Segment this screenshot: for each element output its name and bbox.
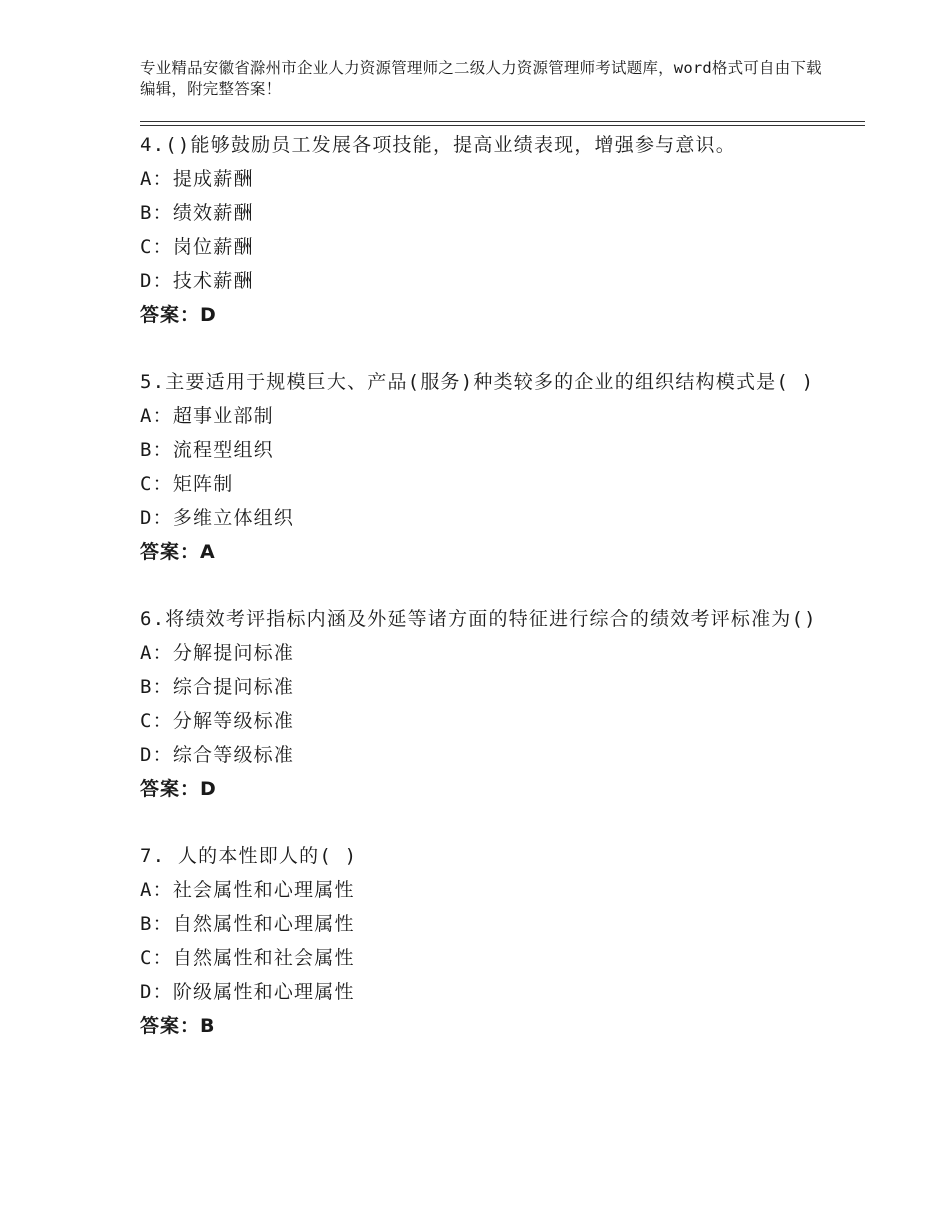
option-d: D：技术薪酬 [140, 270, 254, 292]
option-c: C：自然属性和社会属性 [140, 947, 355, 969]
answer-label: 答案： [140, 1015, 201, 1037]
question-list [140, 128, 820, 1076]
answer-value: B [200, 1015, 216, 1037]
option-b: B：流程型组织 [140, 439, 274, 461]
answer-label: 答案： [140, 304, 201, 326]
answer-value: D [200, 778, 217, 800]
answer-label: 答案： [140, 778, 201, 800]
option-a: A：超事业部制 [140, 405, 274, 427]
answer-line [140, 298, 820, 332]
question-stem: 6.将绩效考评指标内涵及外延等诸方面的特征进行综合的绩效考评标准为() [140, 608, 817, 630]
option-b: B：综合提问标准 [140, 676, 295, 698]
answer-line [140, 535, 820, 569]
question-item [140, 602, 820, 806]
question-item [140, 365, 820, 569]
header-double-rule [140, 121, 865, 126]
question-item [140, 839, 820, 1043]
option-d: D：多维立体组织 [140, 507, 295, 529]
question-stem: 4.()能够鼓励员工发展各项技能，提高业绩表现，增强参与意识。 [140, 134, 736, 156]
answer-value: D [200, 304, 217, 326]
answer-line [140, 772, 820, 806]
option-c: C：分解等级标准 [140, 710, 295, 732]
option-c: C：岗位薪酬 [140, 236, 254, 258]
option-d: D：综合等级标准 [140, 744, 295, 766]
document-header-text: 专业精品安徽省滁州市企业人力资源管理师之二级人力资源管理师考试题库，word格式可自由下载编辑，附完整答案！ [140, 59, 822, 98]
option-a: A：社会属性和心理属性 [140, 879, 355, 901]
answer-line [140, 1009, 820, 1043]
option-a: A：提成薪酬 [140, 168, 254, 190]
answer-label: 答案： [140, 541, 201, 563]
answer-value: A [200, 541, 216, 563]
option-b: B：绩效薪酬 [140, 202, 254, 224]
option-b: B：自然属性和心理属性 [140, 913, 355, 935]
question-stem: 5.主要适用于规模巨大、产品(服务)种类较多的企业的组织结构模式是( ) [140, 371, 815, 393]
question-stem: 7. 人的本性即人的( ) [140, 845, 358, 867]
document-header [140, 58, 830, 100]
question-item [140, 128, 820, 332]
option-d: D：阶级属性和心理属性 [140, 981, 355, 1003]
option-c: C：矩阵制 [140, 473, 234, 495]
option-a: A：分解提问标准 [140, 642, 295, 664]
